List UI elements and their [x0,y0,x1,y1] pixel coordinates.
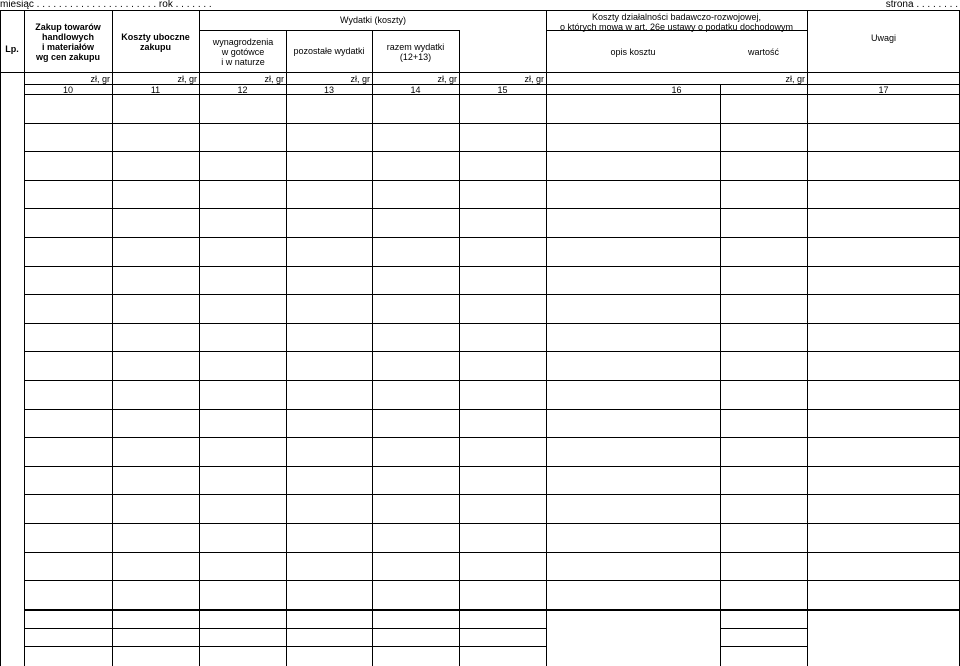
unit-label: zł, gr [177,74,197,84]
unit-label: zł, gr [264,74,284,84]
unit-label: zł, gr [785,74,805,84]
total-expenses-header: razem wydatki (12+13) [386,42,445,62]
column-number: 12 [237,85,248,95]
rd-description-header: opis kosztu [610,47,656,57]
column-number: 13 [323,85,334,95]
column-number: 15 [497,85,508,95]
unit-label: zł, gr [437,74,457,84]
expenses-group-header: Wydatki (koszty) [340,15,406,25]
column-number: 16 [671,85,682,95]
column-number: 10 [62,85,73,95]
page-number-label: strona . . . . . . . . [885,0,958,10]
rd-costs-header: Koszty działalności badawczo-rozwojowej, o których mowa w art. 26e ustawy o podatku dochodowym [559,12,794,32]
unit-label: zł, gr [90,74,110,84]
incidental-costs-header: Koszty uboczne zakupu [121,32,190,52]
column-number: 11 [150,85,161,95]
column-number: 14 [410,85,421,95]
rd-value-header: wartość [747,47,779,57]
column-number: 17 [878,85,889,95]
lp-header: Lp. [5,44,19,54]
other-expenses-header: pozostałe wydatki [293,46,365,56]
wages-header: wynagrodzenia w gotówce i w naturze [212,37,274,67]
purchase-header: Zakup towarów handlowych i materiałów wg cen zakupu [35,22,101,62]
unit-label: zł, gr [350,74,370,84]
remarks-header: Uwagi [870,33,896,43]
month-year-label: miesiąc . . . . . . . . . . . . . . . . . . . . . . rok . . . . . . . [0,0,212,10]
unit-label: zł, gr [524,74,544,84]
